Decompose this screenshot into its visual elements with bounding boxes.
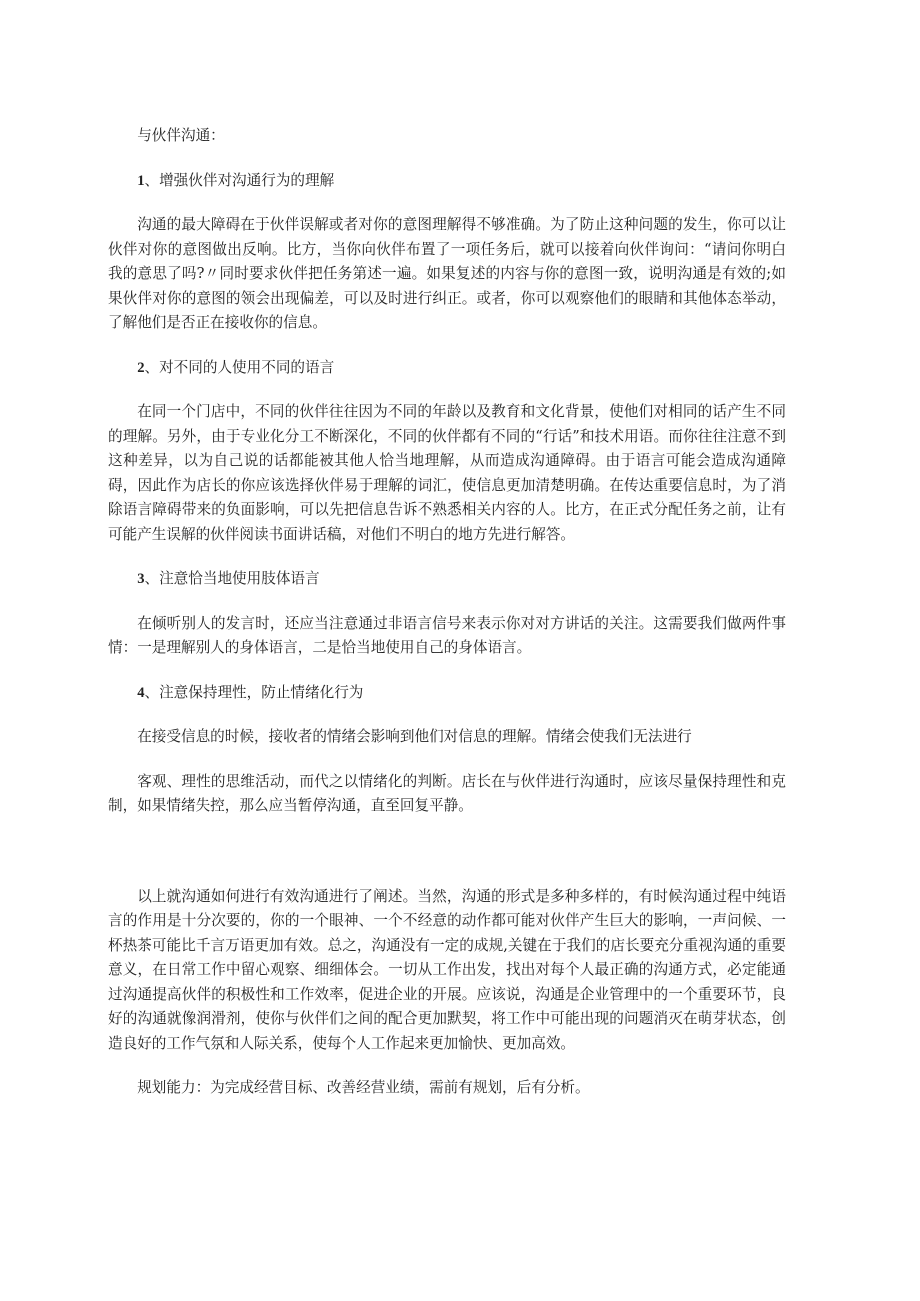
section-2-heading-text: 、对不同的人使用不同的语言	[144, 358, 335, 376]
section-2-heading	[108, 356, 786, 381]
section-1-heading-text: 、增强伙伴对沟通行为的理解	[144, 171, 335, 189]
section-3-number: 3	[137, 571, 145, 587]
section-4-body-continued: 客观、理性的思维活动，而代之以情绪化的判断。店长在与伙伴进行沟通时，应该尽量保持理性和克制，如果情绪失控，那么应当暂停沟通，直至回复平静。	[108, 772, 786, 814]
intro-line: 与伙伴沟通：	[137, 127, 225, 144]
closing-paragraph: 规划能力：为完成经营目标、改善经营业绩，需前有规划，后有分析。	[137, 1079, 590, 1096]
section-3-heading-text: 、注意恰当地使用肢体语言	[144, 570, 320, 587]
section-3-body: 在倾听别人的发言时，还应当注意通过非语言信号来表示你对对方讲话的关注。这需要我们做两件事情：一是理解别人的身体语言，二是恰当地使用自己的身体语言。	[108, 614, 786, 656]
section-2-number: 2	[137, 359, 145, 376]
section-4-heading	[108, 681, 786, 706]
section-1-number: 1	[137, 172, 145, 189]
section-1-body: 沟通的最大障碍在于伙伴误解或者对你的意图理解得不够准确。为了防止这种问题的发生，你可以让伙伴对你的意图做出反响。比方，当你向伙伴布置了一项任务后，就可以接着向伙伴询问：“请问你明白我的意思了吗?〃同时要求伙伴把任务第述一遍。如果复述的内容与你的意图一致，说明沟通是有效的;如果伙伴对你的意图的领会出现偏差，可以及时进行纠正。或者，你可以观察他们的眼睛和其他体态举动，了解他们是否正在接收你的信息。	[108, 216, 786, 331]
summary-paragraph: 以上就沟通如何进行有效沟通进行了阐述。当然，沟通的形式是多种多样的，有时候沟通过程中纯语言的作用是十分次要的，你的一个眼神、一个不经意的动作都可能对伙伴产生巨大的影响，一声问候、一杯热茶可能比千言万语更加有效。总之，沟通没有一定的成规,关键在于我们的店长要充分重视沟通的重要意义，在日常工作中留心观察、细细体会。一切从工作出发，找出对每个人最正确的沟通方式，必定能通过沟通提高伙伴的积极性和工作效率，促进企业的开展。应该说，沟通是企业管理中的一个重要环节，良好的沟通就像润滑剂，使你与伙伴们之间的配合更加默契，将工作中可能出现的问题消灭在萌芽状态，创造良好的工作气氛和人际关系，使每个人工作起来更加愉快、更加高效。	[108, 887, 786, 1052]
section-4-number: 4	[137, 684, 145, 701]
section-4-heading-text: 、注意保持理性，防止情绪化行为	[144, 683, 364, 701]
section-4-body: 在接受信息的时候，接收者的情绪会影响到他们对信息的理解。情绪会使我们无法进行	[137, 728, 692, 745]
section-1-heading	[108, 169, 786, 194]
document-page	[108, 124, 786, 1101]
section-3-heading	[108, 567, 786, 592]
section-2-body: 在同一个门店中，不同的伙伴往往因为不同的年龄以及教育和文化背景，使他们对相同的话产生不同的理解。另外，由于专业化分工不断深化，不同的伙伴都有不同的“行话”和技术用语。而你往往注意不到这种差异，以为自己说的话都能被其他人恰当地理解，从而造成沟通障碍。由于语言可能会造成沟通障碍，因此作为店长的你应该选择伙伴易于理解的词汇，使信息更加清楚明确。在传达重要信息时，为了消除语言障碍带来的负面影响，可以先把信息告诉不熟悉相关内容的人。比方，在正式分配任务之前，让有可能产生误解的伙伴阅读书面讲话稿，对他们不明白的地方先进行解答。	[108, 403, 786, 543]
